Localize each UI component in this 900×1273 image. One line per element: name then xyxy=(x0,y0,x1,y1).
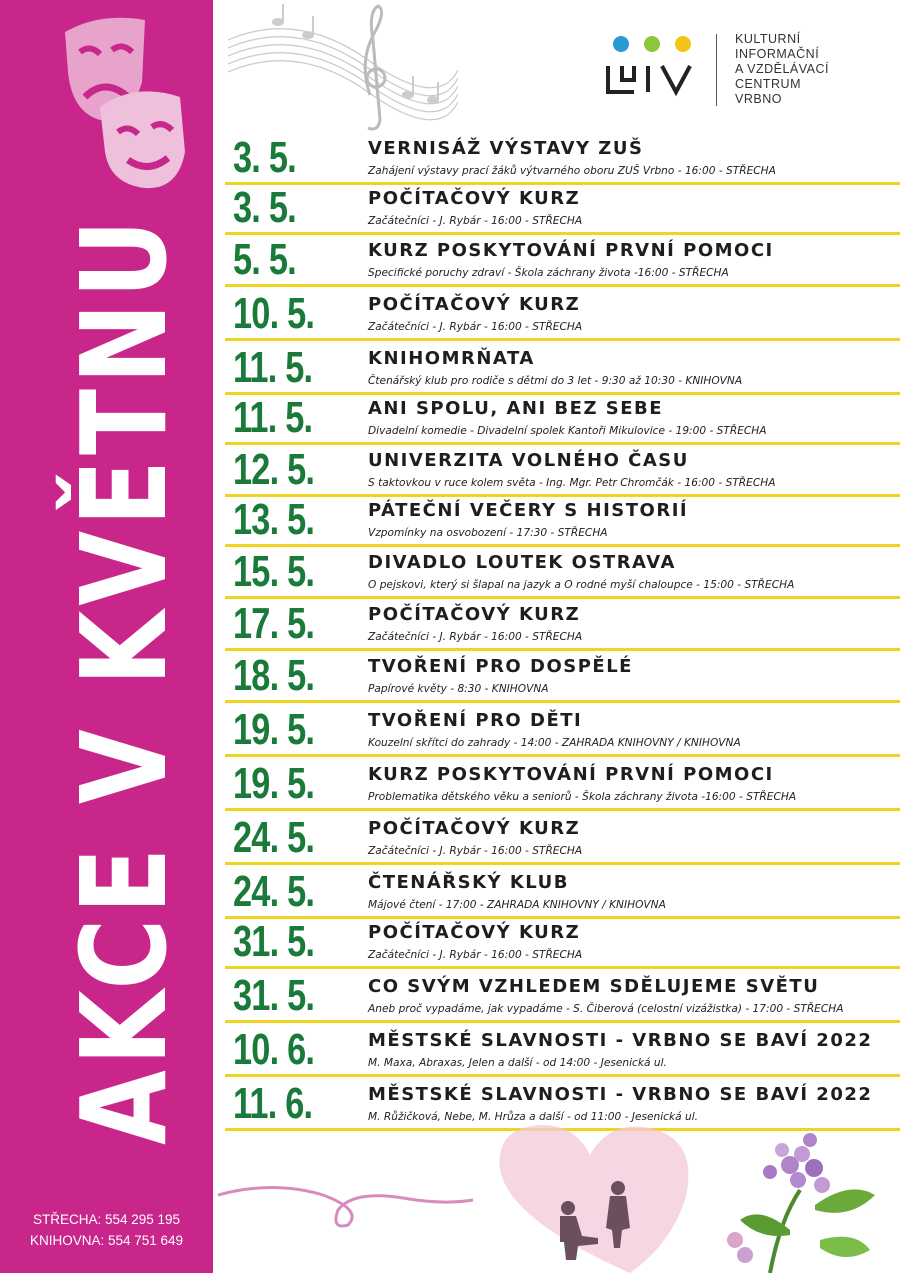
event-date: 15. 5. xyxy=(233,547,315,596)
event-row xyxy=(225,1025,900,1082)
row-divider xyxy=(225,1074,900,1077)
event-date: 31. 5. xyxy=(233,917,315,966)
logo-line: INFORMAČNÍ xyxy=(735,47,820,61)
row-divider xyxy=(225,966,900,969)
event-date: 19. 5. xyxy=(233,759,315,808)
event-title: MĚSTSKÉ SLAVNOSTI - VRBNO SE BAVÍ 2022 xyxy=(368,1030,873,1051)
event-title: VERNISÁŽ VÝSTAVY ZUŠ xyxy=(368,138,644,159)
event-description: Začátečníci - J. Rybár - 16:00 - STŘECHA xyxy=(368,949,583,961)
event-date: 11. 5. xyxy=(233,343,313,392)
event-row xyxy=(225,759,900,816)
event-title: KURZ POSKYTOVÁNÍ PRVNÍ POMOCI xyxy=(368,240,774,261)
logo-text xyxy=(735,32,829,107)
event-description: Začátečníci - J. Rybár - 16:00 - STŘECHA xyxy=(368,321,583,333)
heart-couple-decoration xyxy=(470,1110,890,1273)
event-date: 19. 5. xyxy=(233,705,315,754)
event-description: Zahájení výstavy prací žáků výtvarného oboru ZUŠ Vrbno - 16:00 - STŘECHA xyxy=(368,165,776,177)
event-date: 13. 5. xyxy=(233,495,315,544)
event-date: 10. 5. xyxy=(233,289,315,338)
event-date: 31. 5. xyxy=(233,971,315,1020)
event-title: UNIVERZITA VOLNÉHO ČASU xyxy=(368,450,689,471)
event-title: ANI SPOLU, ANI BEZ SEBE xyxy=(368,398,664,419)
event-row xyxy=(225,183,900,240)
row-divider xyxy=(225,338,900,341)
sidebar-banner xyxy=(0,0,213,1273)
event-date: 11. 6. xyxy=(233,1079,313,1128)
row-divider xyxy=(225,862,900,865)
row-divider xyxy=(225,1020,900,1023)
event-row xyxy=(225,445,900,502)
row-divider xyxy=(225,916,900,919)
event-date: 24. 5. xyxy=(233,867,315,916)
row-divider xyxy=(225,754,900,757)
contact-strecha: STŘECHA: 554 295 195 xyxy=(32,1212,181,1227)
event-title: POČÍTAČOVÝ KURZ xyxy=(368,294,581,315)
event-description: Papírové květy - 8:30 - KNIHOVNA xyxy=(368,683,549,695)
event-description: S taktovkou v ruce kolem světa - Ing. Mgr. Petr Chromčák - 16:00 - STŘECHA xyxy=(368,477,776,489)
event-description: Aneb proč vypadáme, jak vypadáme - S. Čiberová (celostní vizážistka) - 17:00 - STŘECHA xyxy=(368,1003,844,1015)
event-row xyxy=(225,235,900,292)
row-divider xyxy=(225,494,900,497)
event-description: Divadelní komedie - Divadelní spolek Kantoři Mikulovice - 19:00 - STŘECHA xyxy=(368,425,767,437)
event-title: TVOŘENÍ PRO DOSPĚLÉ xyxy=(368,656,633,677)
event-date: 10. 6. xyxy=(233,1025,315,1074)
event-description: Vzpomínky na osvobození - 17:30 - STŘECHA xyxy=(368,527,608,539)
event-title: PÁTEČNÍ VEČERY S HISTORIÍ xyxy=(368,500,689,521)
event-description: O pejskovi, který si šlapal na jazyk a O rodné myší chaloupce - 15:00 - STŘECHA xyxy=(368,579,795,591)
event-description: M. Růžičková, Nebe, M. Hrůza a další - od 11:00 - Jesenická ul. xyxy=(368,1111,699,1123)
event-title: CO SVÝM VZHLEDEM SDĚLUJEME SVĚTU xyxy=(368,976,820,997)
event-date: 17. 5. xyxy=(233,599,315,648)
row-divider xyxy=(225,648,900,651)
event-title: KURZ POSKYTOVÁNÍ PRVNÍ POMOCI xyxy=(368,764,774,785)
row-divider xyxy=(225,392,900,395)
logo-line: VRBNO xyxy=(735,92,782,106)
event-date: 3. 5. xyxy=(233,183,296,232)
event-title: DIVADLO LOUTEK OSTRAVA xyxy=(368,552,676,573)
logo-line: CENTRUM xyxy=(735,77,801,91)
row-divider xyxy=(225,808,900,811)
event-title: KNIHOMRŇATA xyxy=(368,348,535,369)
event-row xyxy=(225,599,900,656)
event-title: TVOŘENÍ PRO DĚTI xyxy=(368,710,583,731)
event-title: POČÍTAČOVÝ KURZ xyxy=(368,188,581,209)
event-date: 3. 5. xyxy=(233,133,296,182)
row-divider xyxy=(225,284,900,287)
logo-line: A VZDĚLÁVACÍ xyxy=(735,62,829,76)
event-row xyxy=(225,867,900,924)
event-title: MĚSTSKÉ SLAVNOSTI - VRBNO SE BAVÍ 2022 xyxy=(368,1084,873,1105)
event-date: 12. 5. xyxy=(233,445,315,494)
row-divider xyxy=(225,700,900,703)
event-date: 11. 5. xyxy=(233,393,313,442)
event-row xyxy=(225,289,900,346)
event-description: Začátečníci - J. Rybár - 16:00 - STŘECHA xyxy=(368,845,583,857)
event-date: 24. 5. xyxy=(233,813,315,862)
logo-divider xyxy=(716,34,717,106)
event-description: Začátečníci - J. Rybár - 16:00 - STŘECHA xyxy=(368,215,583,227)
event-title: POČÍTAČOVÝ KURZ xyxy=(368,818,581,839)
kiv-logo-mark xyxy=(604,34,704,98)
event-date: 5. 5. xyxy=(233,235,296,284)
contact-knihovna: KNIHOVNA: 554 751 649 xyxy=(29,1233,184,1248)
event-row xyxy=(225,393,900,450)
event-row xyxy=(225,547,900,604)
row-divider xyxy=(225,442,900,445)
event-row xyxy=(225,971,900,1028)
event-description: Kouzelní skřítci do zahrady - 14:00 - ZAHRADA KNIHOVNY / KNIHOVNA xyxy=(368,737,741,749)
event-row xyxy=(225,133,900,190)
event-title: POČÍTAČOVÝ KURZ xyxy=(368,922,581,943)
event-description: Specifické poruchy zdraví - Škola záchrany života -16:00 - STŘECHA xyxy=(368,267,729,279)
event-description: Začátečníci - J. Rybár - 16:00 - STŘECHA xyxy=(368,631,583,643)
event-description: Májové čtení - 17:00 - ZAHRADA KNIHOVNY / KNIHOVNA xyxy=(368,899,666,911)
music-notes-decoration xyxy=(218,0,458,150)
event-row xyxy=(225,917,900,974)
row-divider xyxy=(225,232,900,235)
event-title: ČTENÁŘSKÝ KLUB xyxy=(368,872,569,893)
logo-line: KULTURNÍ xyxy=(735,32,801,46)
event-row xyxy=(225,495,900,552)
event-row xyxy=(225,343,900,400)
event-description: Problematika dětského věku a seniorů - Škola záchrany života -16:00 - STŘECHA xyxy=(368,791,797,803)
event-row xyxy=(225,705,900,762)
ribbon-swirl-decoration xyxy=(213,1170,513,1240)
row-divider xyxy=(225,596,900,599)
event-row xyxy=(225,813,900,870)
event-title: POČÍTAČOVÝ KURZ xyxy=(368,604,581,625)
page-title: AKCE V KVĚTNU xyxy=(55,214,193,1145)
event-date: 18. 5. xyxy=(233,651,315,700)
event-description: Čtenářský klub pro rodiče s dětmi do 3 let - 9:30 až 10:30 - KNIHOVNA xyxy=(368,375,743,387)
row-divider xyxy=(225,182,900,185)
row-divider xyxy=(225,544,900,547)
event-row xyxy=(225,651,900,708)
event-description: M. Maxa, Abraxas, Jelen a další - od 14:00 - Jesenická ul. xyxy=(368,1057,667,1069)
